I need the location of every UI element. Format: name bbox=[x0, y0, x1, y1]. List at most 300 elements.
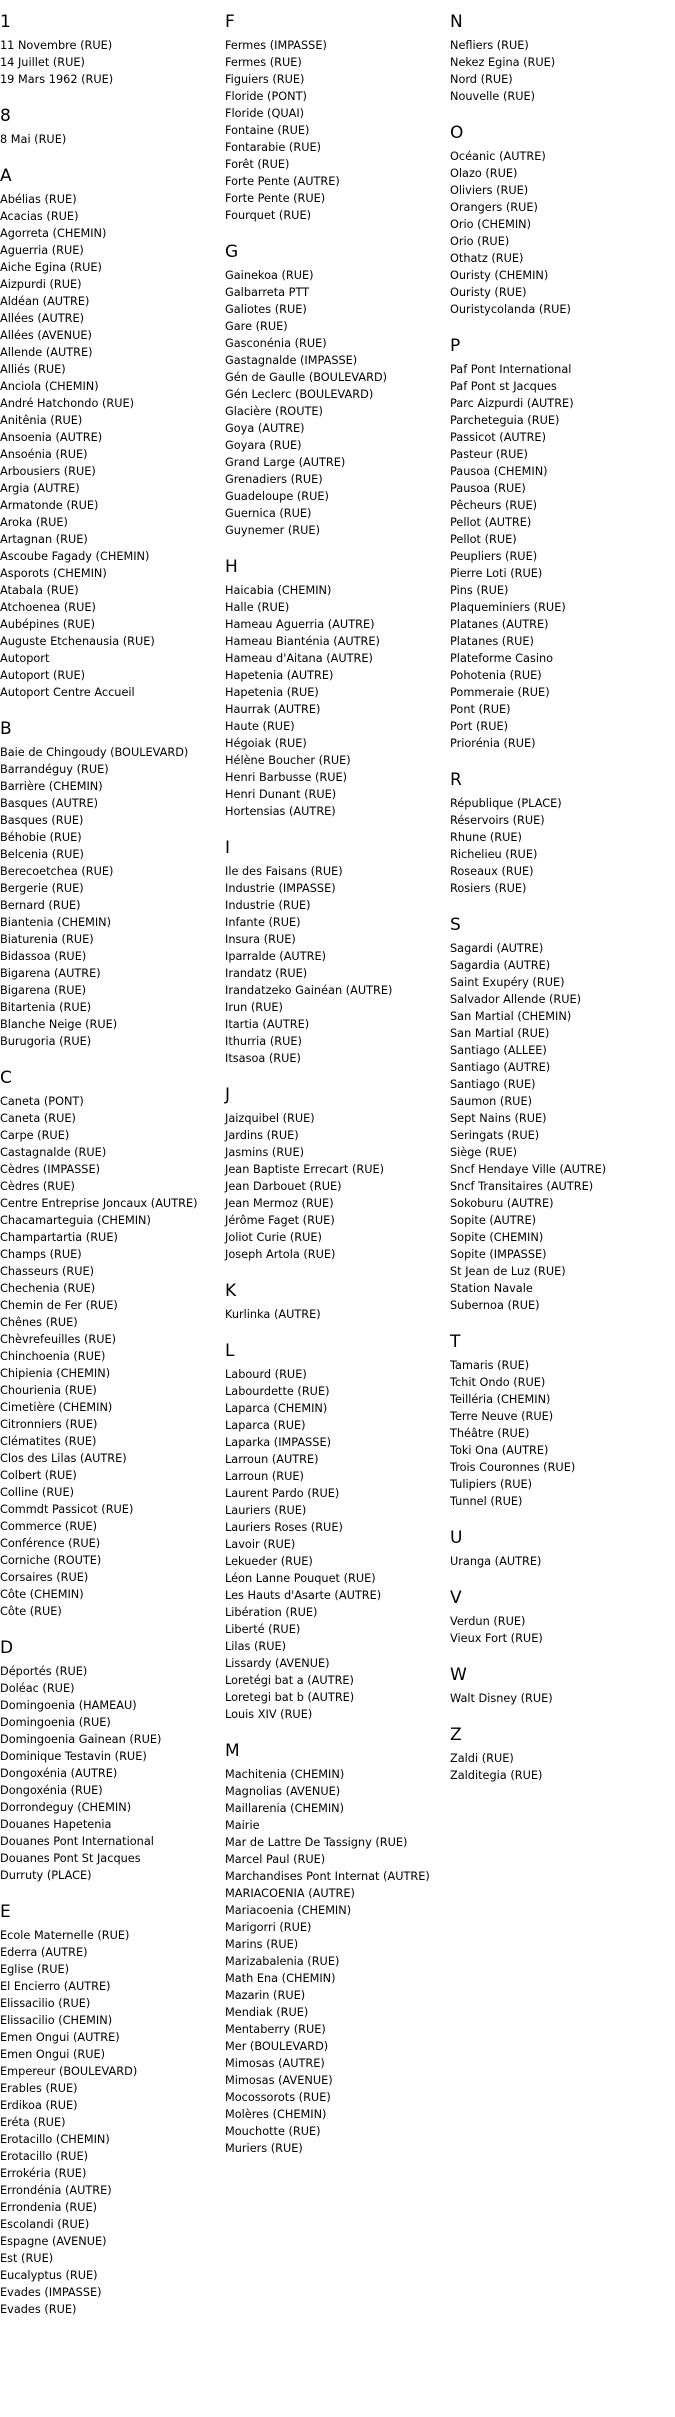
street-item: Carpe (RUE) bbox=[0, 1129, 70, 1142]
street-item: Bigarena (RUE) bbox=[0, 984, 87, 997]
street-item: Ascoube Fagady (CHEMIN) bbox=[0, 550, 150, 563]
street-item: Cèdres (RUE) bbox=[0, 1180, 75, 1193]
letter-heading: J bbox=[225, 1085, 231, 1105]
street-item: Eglise (RUE) bbox=[0, 1963, 70, 1976]
street-item: Muriers (RUE) bbox=[225, 2142, 303, 2155]
street-item: Cimetière (CHEMIN) bbox=[0, 1401, 113, 1414]
street-item: Grenadiers (RUE) bbox=[225, 473, 323, 486]
street-item: Mer (BOULEVARD) bbox=[225, 2040, 329, 2053]
street-item: Ouristy (CHEMIN) bbox=[450, 269, 549, 282]
street-item: Autoport (RUE) bbox=[0, 669, 86, 682]
street-item: Pohotenia (RUE) bbox=[450, 669, 542, 682]
street-item: Ithurria (RUE) bbox=[225, 1035, 302, 1048]
street-item: Fermes (IMPASSE) bbox=[225, 39, 327, 52]
street-item: Errondenia (RUE) bbox=[0, 2201, 98, 2214]
street-item: Douanes Hapetenia bbox=[0, 1818, 112, 1831]
street-item: Loretegi bat b (AUTRE) bbox=[225, 1691, 355, 1704]
street-item: Irandatz (RUE) bbox=[225, 967, 308, 980]
street-item: Arbousiers (RUE) bbox=[0, 465, 96, 478]
letter-heading: 1 bbox=[0, 12, 11, 32]
street-item: Chipienia (CHEMIN) bbox=[0, 1367, 111, 1380]
street-item: Chinchoenia (RUE) bbox=[0, 1350, 106, 1363]
street-list bbox=[450, 1750, 675, 1784]
street-item: Jaizquibel (RUE) bbox=[225, 1112, 315, 1125]
street-item: 8 Mai (RUE) bbox=[0, 133, 67, 146]
street-item: Conférence (RUE) bbox=[0, 1537, 101, 1550]
street-item: Sopite (IMPASSE) bbox=[450, 1248, 547, 1261]
street-item: Galiotes (RUE) bbox=[225, 303, 307, 316]
street-item: Port (RUE) bbox=[450, 720, 509, 733]
street-item: Ederra (AUTRE) bbox=[0, 1946, 88, 1959]
street-item: Subernoa (RUE) bbox=[450, 1299, 540, 1312]
street-item: Othatz (RUE) bbox=[450, 252, 524, 265]
street-list bbox=[0, 1663, 222, 1884]
street-item: Louis XIV (RUE) bbox=[225, 1708, 313, 1721]
street-item: Paf Pont st Jacques bbox=[450, 380, 557, 393]
street-item: Sagardia (AUTRE) bbox=[450, 959, 551, 972]
street-item: Lissardy (AVENUE) bbox=[225, 1657, 330, 1670]
letter-heading: M bbox=[225, 1741, 240, 1761]
street-item: Zalditegia (RUE) bbox=[450, 1769, 543, 1782]
letter-heading: C bbox=[0, 1068, 12, 1088]
street-item: Haicabia (CHEMIN) bbox=[225, 584, 332, 597]
street-item: Lavoir (RUE) bbox=[225, 1538, 296, 1551]
street-item: Berecoetchea (RUE) bbox=[0, 865, 114, 878]
street-item: Pierre Loti (RUE) bbox=[450, 567, 543, 580]
street-item: Roseaux (RUE) bbox=[450, 865, 534, 878]
street-item: Bergerie (RUE) bbox=[0, 882, 84, 895]
street-item: Evades (IMPASSE) bbox=[0, 2286, 102, 2299]
street-item: Burugoria (RUE) bbox=[0, 1035, 92, 1048]
letter-group bbox=[225, 1341, 447, 1723]
street-item: Haute (RUE) bbox=[225, 720, 295, 733]
street-item: Plaqueminiers (RUE) bbox=[450, 601, 566, 614]
letter-heading: U bbox=[450, 1528, 463, 1548]
street-item: Lekueder (RUE) bbox=[225, 1555, 313, 1568]
letter-heading: O bbox=[450, 123, 464, 143]
street-item: Hameau Bianténia (AUTRE) bbox=[225, 635, 380, 648]
street-item: Nouvelle (RUE) bbox=[450, 90, 536, 103]
street-item: Fermes (RUE) bbox=[225, 56, 302, 69]
letter-heading: S bbox=[450, 915, 461, 935]
street-item: Insura (RUE) bbox=[225, 933, 296, 946]
street-item: Verdun (RUE) bbox=[450, 1615, 526, 1628]
street-item: République (PLACE) bbox=[450, 797, 562, 810]
street-item: Douanes Pont International bbox=[0, 1835, 154, 1848]
street-item: Baie de Chingoudy (BOULEVARD) bbox=[0, 746, 189, 759]
letter-heading: L bbox=[225, 1341, 235, 1361]
street-item: Fontarabie (RUE) bbox=[225, 141, 322, 154]
street-item: Errondénia (AUTRE) bbox=[0, 2184, 112, 2197]
letter-group bbox=[0, 1902, 222, 2318]
street-item: Théâtre (RUE) bbox=[450, 1427, 530, 1440]
letter-group bbox=[0, 166, 222, 701]
street-item: Goyara (RUE) bbox=[225, 439, 302, 452]
street-item: Côte (RUE) bbox=[0, 1605, 62, 1618]
street-item: Larroun (RUE) bbox=[225, 1470, 304, 1483]
street-item: Aizpurdi (RUE) bbox=[0, 278, 82, 291]
street-item: Douanes Pont St Jacques bbox=[0, 1852, 141, 1865]
street-item: Mimosas (AVENUE) bbox=[225, 2074, 333, 2087]
street-list bbox=[225, 1766, 447, 2157]
street-list bbox=[225, 863, 447, 1067]
street-list bbox=[225, 37, 447, 224]
street-item: Belcenia (RUE) bbox=[0, 848, 84, 861]
street-item: Allées (AUTRE) bbox=[0, 312, 85, 325]
street-item: Emen Ongui (RUE) bbox=[0, 2048, 106, 2061]
street-item: Caneta (PONT) bbox=[0, 1095, 84, 1108]
street-item: Gasconénia (RUE) bbox=[225, 337, 327, 350]
street-item: Blanche Neige (RUE) bbox=[0, 1018, 118, 1031]
street-item: Marigorri (RUE) bbox=[225, 1921, 312, 1934]
street-item: Oliviers (RUE) bbox=[450, 184, 529, 197]
street-item: Hameau d'Aitana (AUTRE) bbox=[225, 652, 373, 665]
street-item: Henri Barbusse (RUE) bbox=[225, 771, 348, 784]
street-item: Emen Ongui (AUTRE) bbox=[0, 2031, 120, 2044]
street-item: MARIACOENIA (AUTRE) bbox=[225, 1887, 355, 1900]
letter-heading: I bbox=[225, 838, 231, 858]
street-item: Tchit Ondo (RUE) bbox=[450, 1376, 546, 1389]
street-item: Erdikoa (RUE) bbox=[0, 2099, 78, 2112]
street-item: Kurlinka (AUTRE) bbox=[225, 1308, 321, 1321]
street-item: Mentaberry (RUE) bbox=[225, 2023, 326, 2036]
street-item: El Encierro (AUTRE) bbox=[0, 1980, 111, 1993]
street-list bbox=[0, 191, 222, 701]
street-item: Sncf Hendaye Ville (AUTRE) bbox=[450, 1163, 607, 1176]
street-item: Empereur (BOULEVARD) bbox=[0, 2065, 138, 2078]
street-item: Pins (RUE) bbox=[450, 584, 509, 597]
street-item: Eréta (RUE) bbox=[0, 2116, 66, 2129]
street-item: Atabala (RUE) bbox=[0, 584, 79, 597]
street-item: Elissacilio (CHEMIN) bbox=[0, 2014, 113, 2027]
letter-heading: V bbox=[450, 1588, 462, 1608]
letter-heading: H bbox=[225, 557, 238, 577]
street-item: Forêt (RUE) bbox=[225, 158, 290, 171]
street-item: Doléac (RUE) bbox=[0, 1682, 75, 1695]
street-item: Laparka (IMPASSE) bbox=[225, 1436, 332, 1449]
letter-heading: D bbox=[0, 1638, 14, 1658]
street-list bbox=[450, 1690, 675, 1707]
street-item: Grand Large (AUTRE) bbox=[225, 456, 346, 469]
street-item: Réservoirs (RUE) bbox=[450, 814, 545, 827]
street-item: Larroun (AUTRE) bbox=[225, 1453, 319, 1466]
street-item: Barrandéguy (RUE) bbox=[0, 763, 109, 776]
letter-heading: A bbox=[0, 166, 12, 186]
street-item: Parcheteguia (RUE) bbox=[450, 414, 560, 427]
street-item: Forte Pente (RUE) bbox=[225, 192, 326, 205]
street-item: Clos des Lilas (AUTRE) bbox=[0, 1452, 127, 1465]
street-item: Laurent Pardo (RUE) bbox=[225, 1487, 340, 1500]
letter-group bbox=[225, 1281, 447, 1323]
street-item: Mazarin (RUE) bbox=[225, 1989, 306, 2002]
letter-heading: R bbox=[450, 770, 462, 790]
street-item: Santiago (ALLEE) bbox=[450, 1044, 547, 1057]
street-item: St Jean de Luz (RUE) bbox=[450, 1265, 566, 1278]
street-item: Industrie (RUE) bbox=[225, 899, 311, 912]
street-item: San Martial (RUE) bbox=[450, 1027, 550, 1040]
street-item: Mariacoenia (CHEMIN) bbox=[225, 1904, 352, 1917]
street-item: Rosiers (RUE) bbox=[450, 882, 527, 895]
street-item: Errokéria (RUE) bbox=[0, 2167, 87, 2180]
street-item: Pellot (AUTRE) bbox=[450, 516, 532, 529]
street-item: Caneta (RUE) bbox=[0, 1112, 76, 1125]
street-item: Laparca (RUE) bbox=[225, 1419, 306, 1432]
street-item: Laparca (CHEMIN) bbox=[225, 1402, 328, 1415]
street-item: Passicot (AUTRE) bbox=[450, 431, 546, 444]
street-item: Armatonde (RUE) bbox=[0, 499, 99, 512]
street-item: Gare (RUE) bbox=[225, 320, 288, 333]
street-item: Itartia (AUTRE) bbox=[225, 1018, 310, 1031]
street-item: Priorénia (RUE) bbox=[450, 737, 536, 750]
street-item: Pausoa (RUE) bbox=[450, 482, 526, 495]
street-item: Dorrondeguy (CHEMIN) bbox=[0, 1801, 132, 1814]
street-item: Peupliers (RUE) bbox=[450, 550, 538, 563]
street-item: Loretégi bat a (AUTRE) bbox=[225, 1674, 354, 1687]
letter-heading: Z bbox=[450, 1725, 462, 1745]
street-item: Guadeloupe (RUE) bbox=[225, 490, 329, 503]
letter-group bbox=[0, 719, 222, 1050]
street-item: Marcel Paul (RUE) bbox=[225, 1853, 326, 1866]
letter-group bbox=[0, 1638, 222, 1884]
street-item: Santiago (RUE) bbox=[450, 1078, 536, 1091]
letter-group bbox=[450, 123, 675, 318]
street-item: Erotacillo (CHEMIN) bbox=[0, 2133, 110, 2146]
street-item: Champs (RUE) bbox=[0, 1248, 82, 1261]
street-item: Citronniers (RUE) bbox=[0, 1418, 98, 1431]
street-item: Goya (AUTRE) bbox=[225, 422, 305, 435]
letter-heading: E bbox=[0, 1902, 11, 1922]
street-item: Pommeraie (RUE) bbox=[450, 686, 550, 699]
street-item: Hapetenia (AUTRE) bbox=[225, 669, 334, 682]
street-item: Chemin de Fer (RUE) bbox=[0, 1299, 118, 1312]
letter-group bbox=[0, 106, 222, 148]
street-item: Gainekoa (RUE) bbox=[225, 269, 314, 282]
street-item: Fourquet (RUE) bbox=[225, 209, 311, 222]
street-item: Terre Neuve (RUE) bbox=[450, 1410, 554, 1423]
street-item: Orio (CHEMIN) bbox=[450, 218, 532, 231]
street-item: Sokoburu (AUTRE) bbox=[450, 1197, 554, 1210]
street-item: Jardins (RUE) bbox=[225, 1129, 299, 1142]
street-item: Paf Pont International bbox=[450, 363, 572, 376]
street-item: Domingoenia Gainean (RUE) bbox=[0, 1733, 162, 1746]
street-item: Santiago (AUTRE) bbox=[450, 1061, 551, 1074]
street-item: Galbarreta PTT bbox=[225, 286, 310, 299]
street-item: Irandatzeko Gainéan (AUTRE) bbox=[225, 984, 393, 997]
street-item: Glacière (ROUTE) bbox=[225, 405, 323, 418]
street-item: Toki Ona (AUTRE) bbox=[450, 1444, 549, 1457]
street-list bbox=[0, 1093, 222, 1620]
street-item: Richelieu (RUE) bbox=[450, 848, 538, 861]
street-list bbox=[0, 37, 222, 88]
street-item: Léon Lanne Pouquet (RUE) bbox=[225, 1572, 376, 1585]
street-list bbox=[225, 267, 447, 539]
street-item: Molères (CHEMIN) bbox=[225, 2108, 327, 2121]
street-item: Sopite (CHEMIN) bbox=[450, 1231, 544, 1244]
street-item: Siège (RUE) bbox=[450, 1146, 518, 1159]
street-item: Math Ena (CHEMIN) bbox=[225, 1972, 336, 1985]
street-item: Itsasoa (RUE) bbox=[225, 1052, 301, 1065]
street-item: Colline (RUE) bbox=[0, 1486, 74, 1499]
street-item: Dominique Testavin (RUE) bbox=[0, 1750, 147, 1763]
street-item: Saumon (RUE) bbox=[450, 1095, 532, 1108]
street-list bbox=[225, 582, 447, 820]
street-item: Hégoiak (RUE) bbox=[225, 737, 307, 750]
street-item: Mairie bbox=[225, 1819, 260, 1832]
street-item: Joliot Curie (RUE) bbox=[225, 1231, 322, 1244]
street-item: Floride (PONT) bbox=[225, 90, 307, 103]
street-item: Dongoxénia (RUE) bbox=[0, 1784, 103, 1797]
street-item: Infante (RUE) bbox=[225, 916, 301, 929]
street-item: Gastagnalde (IMPASSE) bbox=[225, 354, 358, 367]
street-item: Aubépines (RUE) bbox=[0, 618, 95, 631]
street-item: Biaturenia (RUE) bbox=[0, 933, 94, 946]
street-item: Plateforme Casino bbox=[450, 652, 554, 665]
street-item: Marizabalenia (RUE) bbox=[225, 1955, 340, 1968]
street-item: Corniche (ROUTE) bbox=[0, 1554, 102, 1567]
street-item: Basques (RUE) bbox=[0, 814, 84, 827]
letter-group bbox=[450, 915, 675, 1314]
letter-heading: P bbox=[450, 336, 461, 356]
street-item: Dongoxénia (AUTRE) bbox=[0, 1767, 118, 1780]
street-item: Station Navale bbox=[450, 1282, 533, 1295]
street-list bbox=[450, 37, 675, 105]
street-item: Auguste Etchenausia (RUE) bbox=[0, 635, 155, 648]
letter-group bbox=[225, 557, 447, 820]
street-item: Tunnel (RUE) bbox=[450, 1495, 523, 1508]
street-item: Barrière (CHEMIN) bbox=[0, 780, 103, 793]
street-item: Uranga (AUTRE) bbox=[450, 1555, 542, 1568]
letter-group bbox=[0, 12, 222, 88]
street-item: Orangers (RUE) bbox=[450, 201, 538, 214]
street-item: Béhobie (RUE) bbox=[0, 831, 82, 844]
street-item: Iparralde (AUTRE) bbox=[225, 950, 326, 963]
street-item: Mimosas (AUTRE) bbox=[225, 2057, 325, 2070]
street-item: Evades (RUE) bbox=[0, 2303, 77, 2316]
street-item: Irun (RUE) bbox=[225, 1001, 283, 1014]
street-item: Magnolias (AVENUE) bbox=[225, 1785, 341, 1798]
street-item: Jean Darbouet (RUE) bbox=[225, 1180, 342, 1193]
street-list bbox=[0, 1927, 222, 2318]
street-item: Déportés (RUE) bbox=[0, 1665, 88, 1678]
street-item: Basques (AUTRE) bbox=[0, 797, 99, 810]
street-list bbox=[450, 795, 675, 897]
street-item: Cèdres (IMPASSE) bbox=[0, 1163, 101, 1176]
street-item: Mar de Lattre De Tassigny (RUE) bbox=[225, 1836, 408, 1849]
street-list bbox=[0, 744, 222, 1050]
street-item: Vieux Fort (RUE) bbox=[450, 1632, 543, 1645]
street-item: Maillarenia (CHEMIN) bbox=[225, 1802, 345, 1815]
street-item: Commerce (RUE) bbox=[0, 1520, 97, 1533]
street-item: Tamaris (RUE) bbox=[450, 1359, 530, 1372]
street-item: Aroka (RUE) bbox=[0, 516, 68, 529]
street-item: Côte (CHEMIN) bbox=[0, 1588, 84, 1601]
street-item: Seringats (RUE) bbox=[450, 1129, 540, 1142]
letter-group bbox=[225, 1085, 447, 1263]
street-item: Gén Leclerc (BOULEVARD) bbox=[225, 388, 374, 401]
street-item: Ecole Maternelle (RUE) bbox=[0, 1929, 130, 1942]
street-item: Machitenia (CHEMIN) bbox=[225, 1768, 345, 1781]
street-item: Liberté (RUE) bbox=[225, 1623, 301, 1636]
street-item: San Martial (CHEMIN) bbox=[450, 1010, 572, 1023]
letter-heading: B bbox=[0, 719, 12, 739]
street-list bbox=[450, 940, 675, 1314]
street-item: Agorreta (CHEMIN) bbox=[0, 227, 107, 240]
street-item: Corsaires (RUE) bbox=[0, 1571, 89, 1584]
street-item: Jean Baptiste Errecart (RUE) bbox=[225, 1163, 385, 1176]
street-item: Chechenia (RUE) bbox=[0, 1282, 96, 1295]
letter-group bbox=[450, 1725, 675, 1784]
street-item: Castagnalde (RUE) bbox=[0, 1146, 107, 1159]
street-item: Argia (AUTRE) bbox=[0, 482, 80, 495]
street-item: Marins (RUE) bbox=[225, 1938, 299, 1951]
street-item: Halle (RUE) bbox=[225, 601, 290, 614]
street-item: Libération (RUE) bbox=[225, 1606, 318, 1619]
street-item: Tulipiers (RUE) bbox=[450, 1478, 533, 1491]
street-item: Industrie (IMPASSE) bbox=[225, 882, 336, 895]
street-item: Haurrak (AUTRE) bbox=[225, 703, 321, 716]
street-item: Chasseurs (RUE) bbox=[0, 1265, 95, 1278]
street-item: Ansoenia (AUTRE) bbox=[0, 431, 103, 444]
street-item: Bidassoa (RUE) bbox=[0, 950, 87, 963]
letter-heading: F bbox=[225, 12, 235, 32]
street-item: Aguerria (RUE) bbox=[0, 244, 84, 257]
street-list bbox=[450, 1357, 675, 1510]
street-list bbox=[450, 1613, 675, 1647]
street-item: Teilléria (CHEMIN) bbox=[450, 1393, 551, 1406]
column-2 bbox=[225, 12, 447, 2157]
street-item: Orio (RUE) bbox=[450, 235, 510, 248]
street-item: Asporots (CHEMIN) bbox=[0, 567, 107, 580]
street-item: Chourienia (RUE) bbox=[0, 1384, 97, 1397]
street-item: Henri Dunant (RUE) bbox=[225, 788, 337, 801]
street-item: Artagnan (RUE) bbox=[0, 533, 88, 546]
street-item: Elissacilio (RUE) bbox=[0, 1997, 91, 2010]
letter-group bbox=[225, 838, 447, 1067]
street-list bbox=[450, 148, 675, 318]
street-item: Parc Aizpurdi (AUTRE) bbox=[450, 397, 574, 410]
street-item: Atchoenea (RUE) bbox=[0, 601, 96, 614]
street-item: Lauriers Roses (RUE) bbox=[225, 1521, 343, 1534]
street-item: Rhune (RUE) bbox=[450, 831, 522, 844]
column-1 bbox=[0, 12, 222, 2318]
street-item: Abélias (RUE) bbox=[0, 193, 77, 206]
street-item: Sopite (AUTRE) bbox=[450, 1214, 537, 1227]
street-item: Salvador Allende (RUE) bbox=[450, 993, 582, 1006]
street-item: Labourd (RUE) bbox=[225, 1368, 307, 1381]
street-item: Marchandises Pont Internat (AUTRE) bbox=[225, 1870, 430, 1883]
street-list bbox=[450, 361, 675, 752]
street-item: Bernard (RUE) bbox=[0, 899, 81, 912]
street-item: Domingoenia (RUE) bbox=[0, 1716, 111, 1729]
street-item: Pêcheurs (RUE) bbox=[450, 499, 538, 512]
street-item: Pasteur (RUE) bbox=[450, 448, 528, 461]
letter-heading: W bbox=[450, 1665, 467, 1685]
street-item: Domingoenia (HAMEAU) bbox=[0, 1699, 137, 1712]
street-item: Bigarena (AUTRE) bbox=[0, 967, 101, 980]
street-item: Lauriers (RUE) bbox=[225, 1504, 307, 1517]
street-item: Platanes (AUTRE) bbox=[450, 618, 549, 631]
street-item: Chacamarteguia (CHEMIN) bbox=[0, 1214, 151, 1227]
street-item: Colbert (RUE) bbox=[0, 1469, 77, 1482]
street-item: Walt Disney (RUE) bbox=[450, 1692, 553, 1705]
street-item: Commdt Passicot (RUE) bbox=[0, 1503, 134, 1516]
letter-heading: T bbox=[450, 1332, 461, 1352]
street-item: Sagardi (AUTRE) bbox=[450, 942, 544, 955]
street-list bbox=[225, 1110, 447, 1263]
street-item: Ansoénia (RUE) bbox=[0, 448, 88, 461]
street-item: Joseph Artola (RUE) bbox=[225, 1248, 336, 1261]
letter-group bbox=[450, 1528, 675, 1570]
